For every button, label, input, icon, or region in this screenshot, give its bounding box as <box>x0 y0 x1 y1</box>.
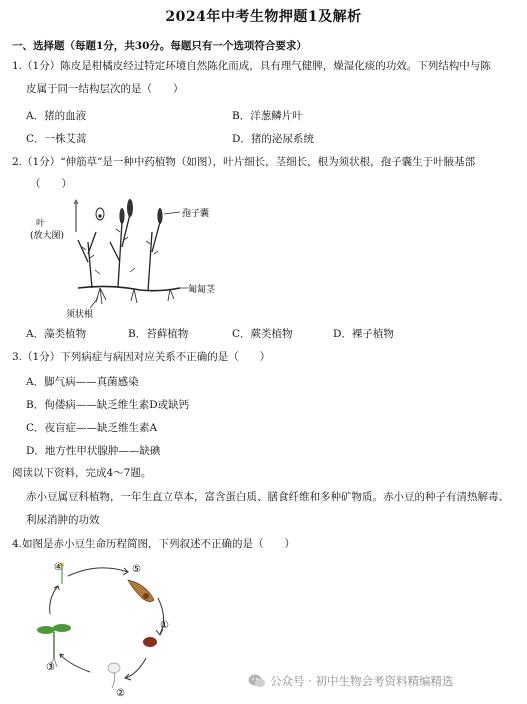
stage-2-label: ② <box>116 688 125 699</box>
q1-option-c: C．一株艾蒿 <box>26 133 87 145</box>
q3-option-b: B．佝偻病——缺乏维生素D或缺钙 <box>26 399 190 411</box>
q2-option-c: C．蕨类植物 <box>232 328 293 340</box>
life-cycle-figure <box>28 558 188 698</box>
label-sporangium: 孢子囊 <box>182 209 210 219</box>
q3-option-c: C．夜盲症——缺乏维生素A <box>26 422 158 434</box>
q3-stem: 3.（1分）下列病症与病因对应关系不正确的是（ ） <box>12 351 271 363</box>
q3-option-d: D．地方性甲状腺肿——缺碘 <box>26 445 161 457</box>
watermark-text: 公众号 · 初中生物会考资料精编精选 <box>270 674 454 688</box>
page-title: 2024年中考生物押题1及解析 <box>165 9 362 25</box>
stage-1-label: ① <box>160 620 169 631</box>
reading-intro: 阅读以下资料，完成4～7题。 <box>12 467 152 479</box>
club-moss-figure <box>30 192 216 320</box>
label-creeping-stem: 匍匐茎 <box>188 285 216 295</box>
q2-stem-line1: 2.（1分）“伸筋草”是一种中药植物（如图），叶片细长，茎细长，根为须状根，孢子囊生于叶腋基部 <box>12 156 476 168</box>
q2-option-b: B．苔藓植物 <box>128 328 189 340</box>
q1-stem-line1: 1.（1分）陈皮是柑橘皮经过特定环境自然陈化而成，具有理气健脾，燥湿化痰的功效。下列结构中与陈 <box>12 60 491 72</box>
q2-option-a: A．藻类植物 <box>26 328 87 340</box>
q4-stem: 4.如图是赤小豆生命历程简图，下列叙述不正确的是（ ） <box>12 538 296 550</box>
stage-5-label: ⑤ <box>132 564 141 575</box>
section-heading: 一、选择题（每题1分，共30分。每题只有一个选项符合要求） <box>12 40 307 52</box>
q1-option-a: A．猪的血液 <box>26 110 87 122</box>
stage-4-label: ④ <box>54 562 63 573</box>
q1-stem-line2: 皮属于同一结构层次的是（ ） <box>26 83 184 95</box>
wechat-icon <box>248 673 266 689</box>
label-magnified: (放大图) <box>30 231 65 241</box>
label-leaf: 叶 <box>36 219 46 229</box>
label-fibrous-root: 须状根 <box>66 310 94 320</box>
stage-3-label: ③ <box>46 662 55 673</box>
q2-option-d: D．裸子植物 <box>333 328 394 340</box>
reading-paragraph-line1: 赤小豆属豆科植物，一年生直立草本，富含蛋白质、膳食纤维和多种矿物质。赤小豆的种子有清热解毒、 <box>26 491 509 503</box>
q1-option-d: D．猪的泌尿系统 <box>232 133 314 145</box>
q1-option-b: B．洋葱鳞片叶 <box>232 110 303 122</box>
reading-paragraph-line2: 利尿消肿的功效 <box>26 514 100 526</box>
q2-stem-line2: （ ） <box>30 178 72 190</box>
q3-option-a: A．脚气病——真菌感染 <box>26 376 139 388</box>
